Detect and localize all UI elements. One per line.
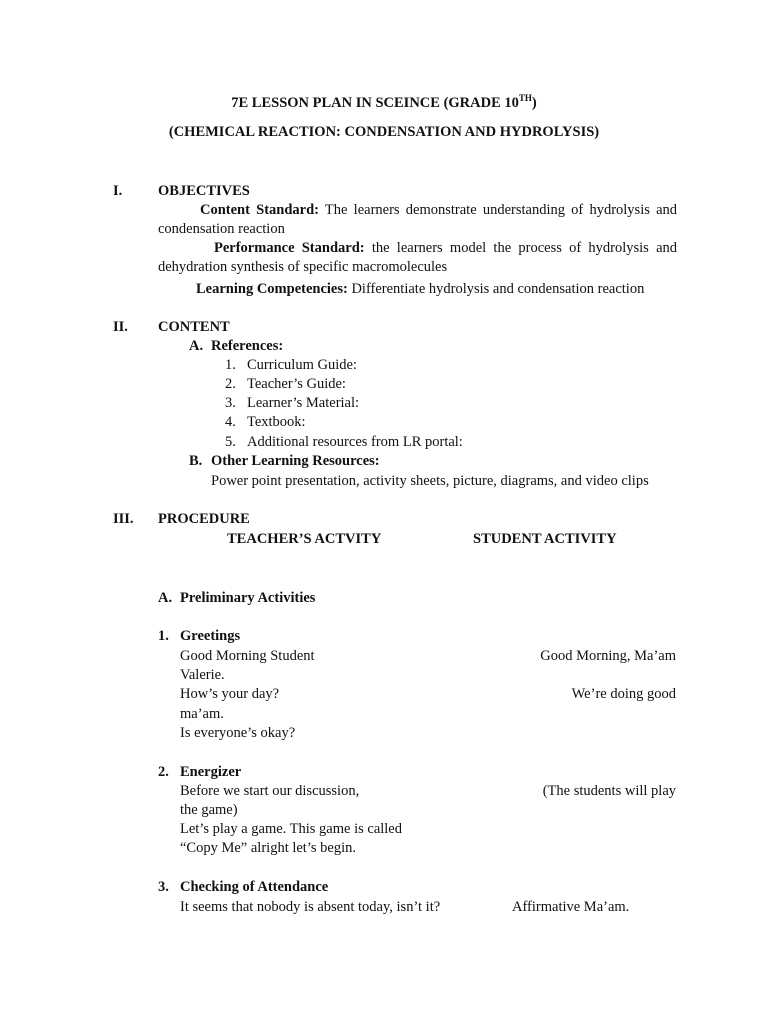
- performance-standard-label: Performance Standard:: [214, 240, 365, 256]
- performance-standard-paragraph: [158, 239, 677, 277]
- reference-item-number: 2.: [225, 376, 236, 392]
- performance-standard-text: the learners model the process of hydrolysis and dehydration synthesis of specific macromolecules: [158, 240, 678, 275]
- attendance-heading: [158, 878, 328, 896]
- teacher-activity-column-header: TEACHER’S ACTVITY: [227, 531, 382, 547]
- other-resources-label: Other Learning Resources:: [211, 453, 380, 469]
- title-close: ): [531, 95, 537, 111]
- reference-item: [225, 356, 357, 374]
- section-heading-objectives: OBJECTIVES: [158, 183, 250, 199]
- reference-item-text: Additional resources from LR portal:: [247, 434, 463, 450]
- teacher-line: It seems that nobody is absent today, isn’t it?: [180, 899, 441, 915]
- energizer-heading: [158, 763, 241, 781]
- student-line: (The students will play: [542, 783, 676, 799]
- title-superscript: TH: [518, 93, 532, 104]
- student-line: We’re doing good: [571, 686, 676, 702]
- content-standard-paragraph: [158, 201, 677, 239]
- references-label: References:: [211, 338, 284, 354]
- preliminary-activities-heading: [158, 589, 315, 607]
- other-resources-letter: B.: [189, 453, 203, 469]
- other-resources-text: Power point presentation, activity sheets, picture, diagrams, and video clips: [211, 473, 649, 489]
- learning-competencies-label: Learning Competencies:: [196, 281, 348, 297]
- reference-item-number: 3.: [225, 395, 236, 411]
- greetings-number: 1.: [158, 628, 169, 644]
- teacher-line: “Copy Me” alright let’s begin.: [180, 840, 356, 856]
- section-numeral-content: II.: [113, 319, 128, 335]
- reference-item: [225, 394, 359, 412]
- attendance-number: 3.: [158, 879, 169, 895]
- energizer-number: 2.: [158, 764, 169, 780]
- document-subtitle: (CHEMICAL REACTION: CONDENSATION AND HYDROLYSIS): [168, 124, 600, 140]
- reference-item: [225, 433, 463, 451]
- content-standard-label: Content Standard:: [200, 202, 319, 218]
- preliminary-label: Preliminary Activities: [180, 590, 316, 606]
- student-line: Good Morning, Ma’am: [540, 648, 676, 664]
- section-heading-procedure: PROCEDURE: [158, 511, 250, 527]
- reference-item-text: Textbook:: [247, 414, 306, 430]
- title-text: 7E LESSON PLAN IN SCEINCE (GRADE 10: [231, 95, 519, 111]
- reference-item-text: Curriculum Guide:: [247, 357, 357, 373]
- greetings-heading: [158, 627, 240, 645]
- references-letter: A.: [189, 338, 204, 354]
- other-resources-heading: [189, 452, 380, 470]
- teacher-line: Is everyone’s okay?: [180, 725, 296, 741]
- teacher-line: How’s your day?: [180, 686, 280, 702]
- attendance-label: Checking of Attendance: [180, 879, 329, 895]
- reference-item: [225, 413, 306, 431]
- preliminary-letter: A.: [158, 590, 173, 606]
- section-numeral-procedure: III.: [113, 511, 134, 527]
- content-standard-text: The learners demonstrate understanding of hydrolysis and condensation reaction: [158, 202, 677, 237]
- reference-item-number: 5.: [225, 434, 236, 450]
- teacher-line: Good Morning Student: [180, 648, 315, 664]
- student-activity-column-header: STUDENT ACTIVITY: [473, 531, 617, 547]
- reference-item-text: Learner’s Material:: [247, 395, 360, 411]
- teacher-line: Let’s play a game. This game is called: [180, 821, 402, 837]
- energizer-label: Energizer: [180, 764, 242, 780]
- document-title: [0, 94, 768, 112]
- teacher-line: Valerie.: [180, 667, 225, 683]
- learning-competencies-line: [196, 280, 644, 298]
- teacher-line: Before we start our discussion,: [180, 783, 360, 799]
- greetings-label: Greetings: [180, 628, 241, 644]
- reference-item-number: 1.: [225, 357, 236, 373]
- learning-competencies-text: Differentiate hydrolysis and condensation reaction: [347, 281, 645, 297]
- reference-item: [225, 375, 346, 393]
- teacher-line: the game): [180, 802, 238, 818]
- teacher-line: ma’am.: [180, 706, 224, 722]
- references-heading: [189, 337, 283, 355]
- section-heading-content: CONTENT: [158, 319, 230, 335]
- section-numeral-objectives: I.: [113, 183, 123, 199]
- reference-item-text: Teacher’s Guide:: [247, 376, 346, 392]
- reference-item-number: 4.: [225, 414, 236, 430]
- student-line: Affirmative Ma’am.: [512, 899, 630, 915]
